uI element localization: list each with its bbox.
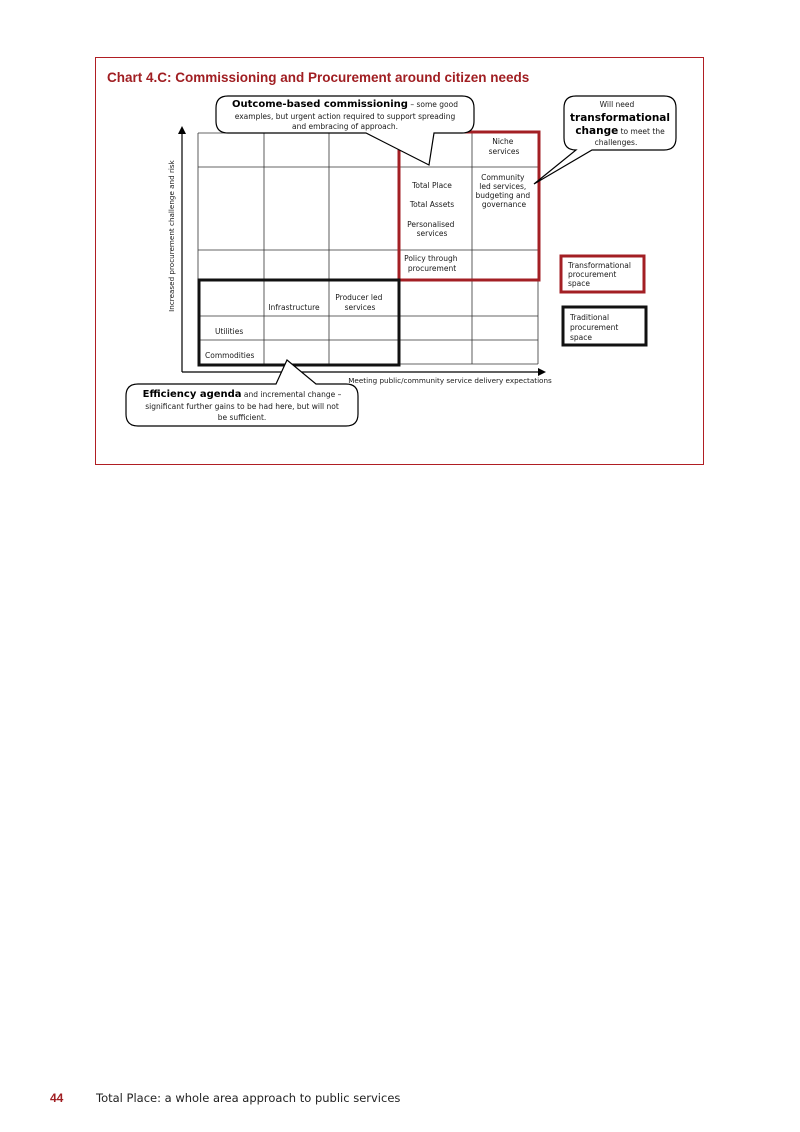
legend-traditional: [563, 307, 646, 345]
legend-traditional-label: Traditional procurement space: [570, 313, 619, 342]
cell-personalised-services: Personalised services: [407, 220, 455, 238]
cell-niche-services: Niche services: [488, 137, 520, 156]
cell-commodities: Commodities: [205, 351, 255, 360]
document-title: Total Place: a whole area approach to public services: [96, 1091, 401, 1105]
efficiency-callout-line2: significant further gains to be had here, but will not: [145, 402, 339, 411]
efficiency-callout: [126, 360, 358, 426]
legend-transformational: [561, 256, 644, 292]
cell-utilities: Utilities: [215, 327, 244, 336]
outcome-callout: [216, 96, 474, 165]
transformational-callout: [534, 96, 676, 184]
cell-total-place: Total Place: [412, 181, 452, 190]
cell-policy-through-procurement: Policy through procurement: [404, 254, 458, 273]
efficiency-callout-line3: be sufficient.: [217, 413, 267, 422]
page-number: 44: [50, 1091, 64, 1105]
outcome-callout-line3: and embracing of approach.: [291, 122, 399, 131]
transform-callout-line4: challenges.: [594, 138, 638, 147]
chart-title: Chart 4.C: Commissioning and Procurement around citizen needs: [107, 70, 530, 85]
transform-callout-line1: Will need: [599, 100, 635, 109]
cell-infrastructure: Infrastructure: [268, 303, 320, 312]
transform-callout-line3: change to meet the: [575, 125, 665, 137]
matrix-grid: [198, 133, 538, 364]
transform-callout-line2: transformational: [570, 112, 670, 124]
efficiency-callout-line1: Efficiency agenda and incremental change –: [142, 389, 342, 400]
legend-transformational-label: Transformational procurement space: [568, 261, 631, 288]
y-axis-label: Increased procurement challenge and risk: [167, 160, 176, 312]
outcome-callout-line2: examples, but urgent action required to support spreading: [234, 112, 456, 121]
cell-producer-led: Producer led services: [335, 293, 383, 312]
outcome-callout-line1: Outcome-based commissioning – some good: [232, 99, 458, 110]
page-footer: [0, 1091, 800, 1111]
x-axis-label: Meeting public/community service delivery expectations: [348, 376, 552, 385]
cell-total-assets: Total Assets: [409, 200, 455, 209]
cell-community-led: Community led services, budgeting and governance: [475, 173, 531, 209]
